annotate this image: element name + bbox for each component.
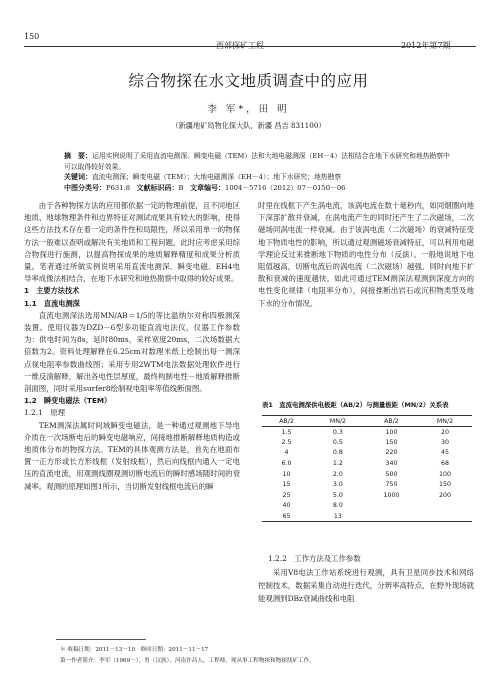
article-no-label: 文章编号： [190,184,226,192]
table-cell: 20 [441,428,450,436]
section-heading-1-2-1: 1.2.1 原理 [24,408,65,418]
table-cell [418,511,472,522]
table-header-cell: AB/2 [262,416,311,427]
table-cell: 40 [282,502,291,510]
left-column [24,200,240,493]
footnote-author-bio: 第一作者简介：李军（1969－），男（汉族），河南许昌人，工程师，现从事工程物探和物探找矿工作。 [60,658,315,664]
abstract [64,151,454,173]
footnote-received: ＊ 收稿日期：2011－13－10 修回日期：2011－11－17 [60,647,209,653]
table-row [262,458,472,469]
table-header-cell: MN/2 [311,416,365,427]
table-cell: 1.2 [332,460,343,468]
table-cell: 0.5 [332,438,343,446]
table-row [262,427,472,438]
doc-code-value: B [178,184,184,192]
keywords [64,172,454,183]
table-cell: 3.0 [332,481,343,489]
abstract-label: 摘 要： [64,152,92,160]
work-method-text: 采用V8电法工作站系统进行观测，具有卫星同步技术和网络控制技术，数据采集自动进行迭代，分辨率高特点，在野外现场就能观测到DBz衰减曲线和电阻 [258,568,474,604]
table-cell: 1.5 [281,428,292,436]
table-cell: 65 [262,511,311,522]
table-cell: 750 [385,481,398,489]
article-no-value: 1004－5716（2012）07－0150－06 [225,184,346,192]
table-cell [365,501,418,512]
table-cell: 2.5 [281,438,292,446]
journal-name: 西部探矿工程 [216,41,264,50]
table-row [262,501,472,512]
section-heading-1-1: 1.1 直流电测深 [24,298,80,308]
page-header [0,24,497,50]
table-cell: 25 [282,491,291,499]
article-affiliation: （新疆地矿局物化探大队，新疆 昌吉 831100） [171,121,326,130]
table-cell: 0.8 [332,449,343,457]
intro-paragraph: 由于各种物探方法的应用都依据一定的物理前提，且不同地区地质、地球物理条件和边界特征对测试成果具有较大的影响，使得这些方法技术存在着一定的条件性和局限性，所以采用单一的物探方法一般难以查明或解决有关地质和工程问题，此时应考虑采用综合物探进行施测，以提高物探成果的地质解释精度和成果分析质量。笔者通过所做实例说明采用直流电测深、瞬变电磁、EH4电导率成像法相结合，在地下水研究和地热勘察中取得的较好成果。 [24,201,240,284]
table-header-row [262,416,472,427]
table-cell: 100 [438,470,452,478]
table-cell: 100 [385,428,398,436]
article-authors: 李 军*，田 明 [207,104,290,115]
table-cell: 6.0 [281,460,292,468]
table-row [262,469,472,480]
section-heading-1-2-2: 1.2.2 工作方法及工作参数 [268,554,361,563]
table-cell: 4 [284,449,289,457]
work-method-paragraph [258,566,474,606]
table-cell: 200 [438,491,452,499]
table-header-cell: MN/2 [418,416,472,427]
table-row [262,490,472,501]
table-cell: 8.0 [332,502,343,510]
table-row [262,448,472,459]
table-cell: 500 [385,470,398,478]
section-heading-1: 1 主要方法技术 [24,286,80,296]
tem-continued-paragraph: 时里在线框下产生涡电流，该涡电流在数十毫秒内，如同烟圈向地下深部扩散并衰减，在涡电流产生的同时还产生了二次磁场，二次磁场同涡电流一样衰减。由于该涡电流（二次磁场）的衰减特征受地下物质电性的影响，所以通过观测磁场衰减特征，可以利用电磁学理论反过来推断地下物质的电性分布（反演）。一般地说地下电阻值越高，切断电流后的涡电流（二次磁场）越强，同时向地下扩散和衰减的速度越快。如此可通过TEM测深法观测到深度方向的电性变化规律（电阻率分布），间接推断出岩石或沉积物类型及地下水的分布情况。 [258,201,474,308]
table-caption: 表1 直流电测深供电极距（AB/2）与测量极距（MN/2）关系表 [262,401,449,409]
clc-label: 中图分类号： [64,184,106,192]
table-cell: 15 [282,481,291,489]
issue-label: 2012年第7期 [401,41,451,50]
table-cell: 0.3 [332,428,343,436]
doc-code-label: 文献标识码： [136,184,179,192]
table-cell: 45 [441,449,450,457]
table-cell: 150 [438,481,452,489]
table-row [262,511,472,522]
table-cell: 13 [311,511,365,522]
header-rule [24,46,476,47]
classification-line [64,183,454,194]
keywords-label: 关键词： [64,173,92,181]
table-cell: 5.0 [332,491,343,499]
tem-principle-paragraph: TEM测深法属时间域瞬变电磁法，是一种通过观测地下导电介质在一次场断电后的瞬变电磁响应，间接地推断解释地质构造或地质体分布的物探方法。TEM的具体观测方法是，首先在地面布置一正方形或长方形线框（发射线框），然后向线框内通入一定电压的直流电流，用观测线圈观测切断电流后的瞬时感场随时间的衰减率。观测的原理如图1所示，当切断发射线框电流后的瞬 [24,420,240,491]
keywords-text: 直流电测深；瞬变电磁（TEM）；大地电磁测深（EH－4）；地下水研究；地热勘察 [92,173,342,181]
article-title: 综合物探在水文地质调查中的应用 [128,72,369,90]
table-cell: 340 [385,460,398,468]
table-row [262,437,472,448]
table-cell: 10 [282,470,291,478]
table-row [262,479,472,490]
table-cell: 30 [441,438,450,446]
clc-value: P631.8 [106,184,131,192]
table-cell: 220 [385,449,398,457]
table-cell [365,511,418,522]
abstract-text: 运用实例说明了采用直流电测深、瞬变电磁（TEM）法和大地电磁测深（EH－4）法相结合在地下水研究和地热勘察中可以取得较好效果。 [64,152,450,171]
section-heading-1-2: 1.2 瞬变电磁法（TEM） [24,396,112,406]
table-cell: 1000 [383,491,400,499]
table-cell: 2.0 [332,470,343,478]
dc-sounding-paragraph: 直流电测深法选用MN/AB＝1/5的等比温纳尔对称四极测深装置。使用仪器为DZD－6型多功能直流电法仪，仪器工作参数为：供电时间为8s，延时80ms，采样宽度20ms，二次场数据大倍数为2。资料处理解释在6.25cm对数理米纸上绘制出每一测深点视电阻率参数曲线图；采用专用2WTM电法数据处理软件进行一维反演解释，解出各电性层厚度，最终构制电性－地质解释推断剖面图，同时采用surfer8绘制视电阻率等值线断面图。 [24,310,240,394]
table-cell: 68 [441,460,450,468]
electrode-spacing-table [262,415,472,522]
footnote-rule [56,639,146,640]
page-number: 150 [24,32,40,41]
table-cell: 150 [385,438,398,446]
right-column [258,200,474,310]
table-header-cell: AB/2 [365,416,418,427]
table-cell [418,501,472,512]
